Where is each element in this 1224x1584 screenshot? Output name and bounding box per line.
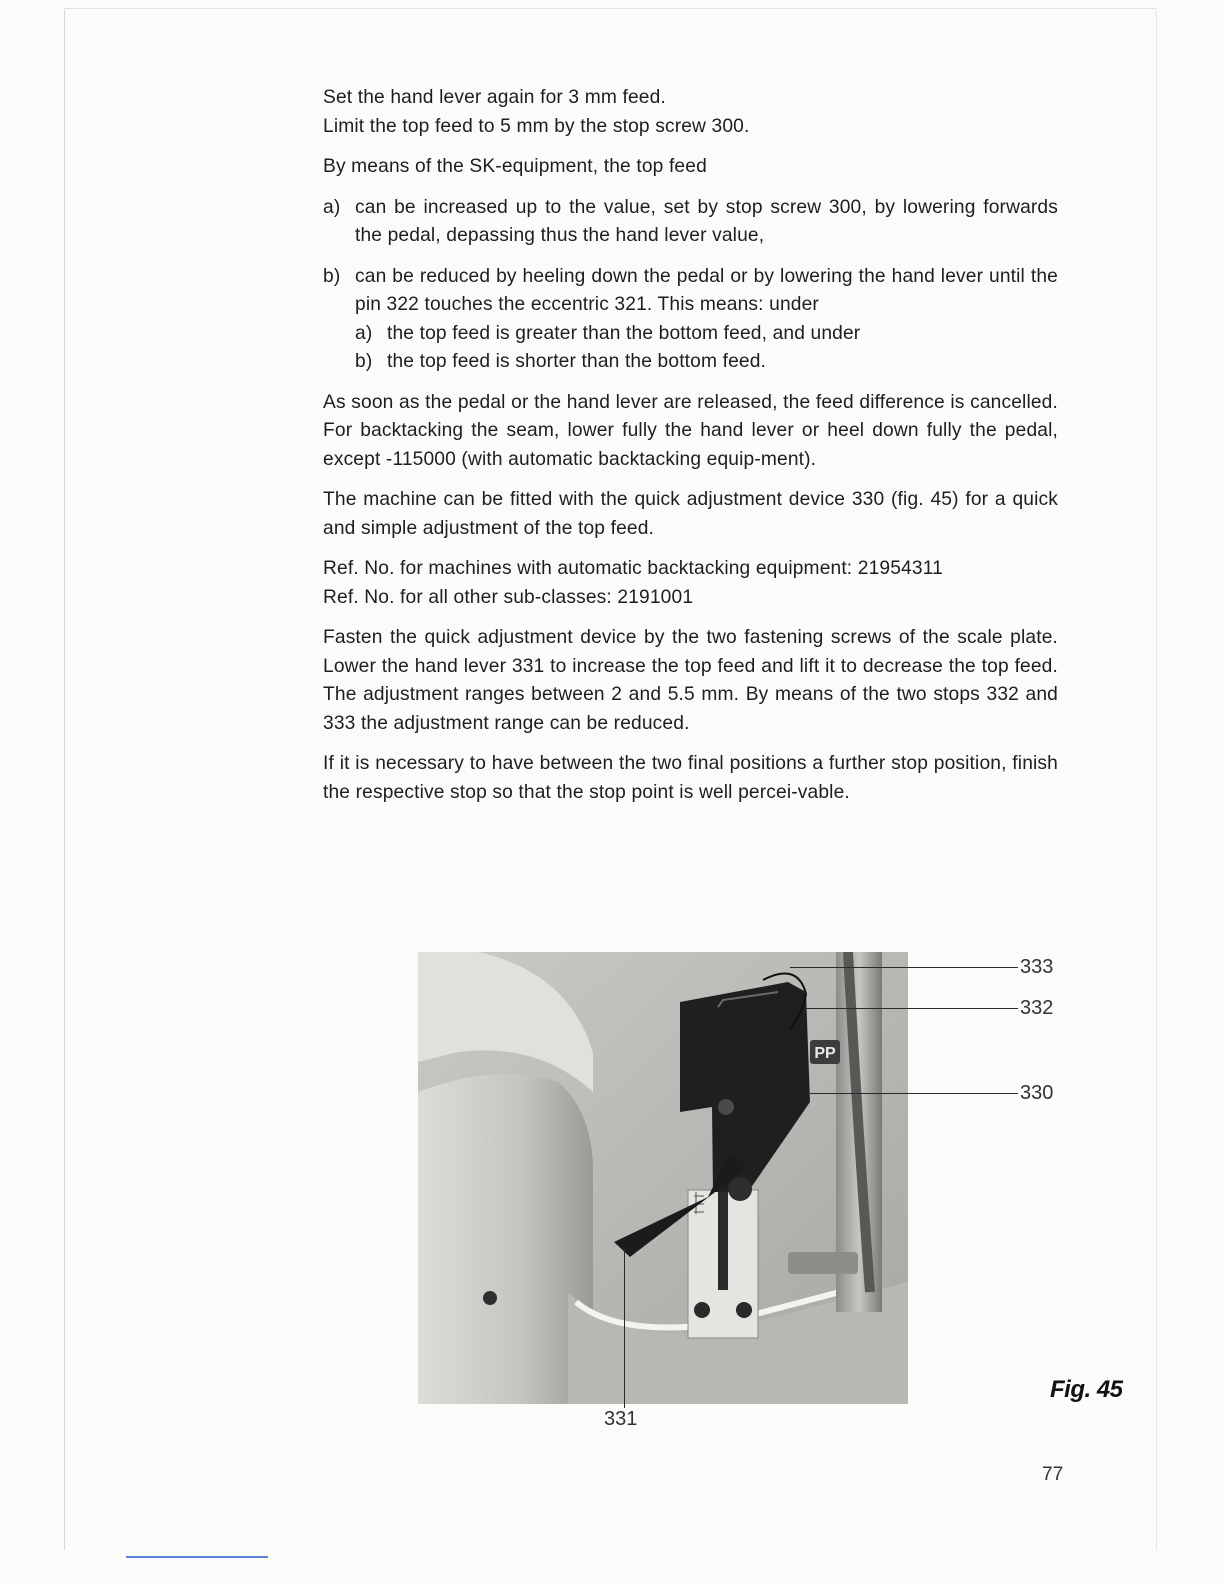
figure-caption: Fig. 45 [1050, 1376, 1123, 1403]
list-item-text: can be reduced by heeling down the pedal or by lowering the hand lever until the pin 322 touches the eccentric 321. This means: under [355, 265, 1058, 315]
paragraph-sk-equipment: By means of the SK-equipment, the top feed [323, 156, 707, 177]
plate-screw-left [694, 1302, 710, 1318]
page-edge-left [64, 10, 65, 1550]
plate-screw-right [736, 1302, 752, 1318]
callout-label-331: 331 [604, 1408, 638, 1430]
list-marker: b) [355, 351, 373, 372]
paragraph-fasten: Fasten the quick adjustment device by the two fastening screws of the scale plate. Lower the hand lever 331 to increase the top feed and lift it to decrease the top feed. The adjustment ranges between 2 and 5.5 mm. By means of the two stops 332 and 333 the adjustment range can be reduced. [323, 627, 1058, 734]
callout-line-330 [810, 1093, 1018, 1094]
bottom-link-underline [126, 1556, 268, 1558]
sub-item-a [323, 320, 1058, 349]
body-text [323, 84, 1058, 807]
paragraph-quick-adjustment: The machine can be fitted with the quick adjustment device 330 (fig. 45) for a quick and simple adjustment of the top feed. [323, 489, 1058, 539]
paragraph-stop-position: If it is necessary to have between the two final positions a further stop position, finish the respective stop so that the stop point is well percei-vable. [323, 753, 1058, 803]
paragraph-hand-lever: Set the hand lever again for 3 mm feed. [323, 87, 666, 108]
list-marker: b) [323, 265, 341, 287]
machine-photo-illustration [418, 952, 908, 1404]
list-marker: a) [323, 196, 341, 218]
sub-item-b [323, 348, 1058, 377]
cover-screw [483, 1291, 497, 1305]
callout-line-332 [806, 1008, 1018, 1009]
callout-label-332: 332 [1020, 997, 1054, 1019]
paragraph-stop-screw: Limit the top feed to 5 mm by the stop screw 300. [323, 115, 750, 137]
page-edge-right [1156, 10, 1157, 1550]
device-screw [718, 1099, 734, 1115]
lever-pivot [728, 1177, 752, 1201]
list-item-a [323, 194, 1058, 251]
list-item-b [323, 263, 1058, 320]
paragraph-release: As soon as the pedal or the hand lever are released, the feed difference is cancelled. For backtacking the seam, lower fully the hand lever or heel down fully the pedal, except -115000 (with automatic backtacking equip-ment). [323, 391, 1058, 470]
callout-label-333: 333 [1020, 956, 1054, 978]
list-item-text: can be increased up to the value, set by stop screw 300, by lowering forwards the pedal, depassing thus the hand lever value, [355, 196, 1058, 246]
page-number: 77 [1042, 1464, 1064, 1485]
callout-line-333 [790, 967, 1018, 968]
list-item-text: the top feed is greater than the bottom feed, and under [387, 322, 861, 344]
list-item-text: the top feed is shorter than the bottom feed. [387, 351, 767, 372]
list-marker: a) [355, 322, 373, 344]
machine-arm [418, 1074, 593, 1404]
page-edge-top [64, 8, 1156, 9]
callout-line-331 [624, 1248, 625, 1408]
paragraph-ref-automatic: Ref. No. for machines with automatic backtacking equipment: 21954311 [323, 558, 943, 579]
logo-text: PP [814, 1045, 836, 1062]
paragraph-ref-other: Ref. No. for all other sub-classes: 2191001 [323, 586, 694, 608]
name-plate [788, 1252, 858, 1274]
scale-slot [718, 1192, 728, 1290]
callout-label-330: 330 [1020, 1082, 1054, 1104]
figure-45-photo [418, 952, 908, 1404]
